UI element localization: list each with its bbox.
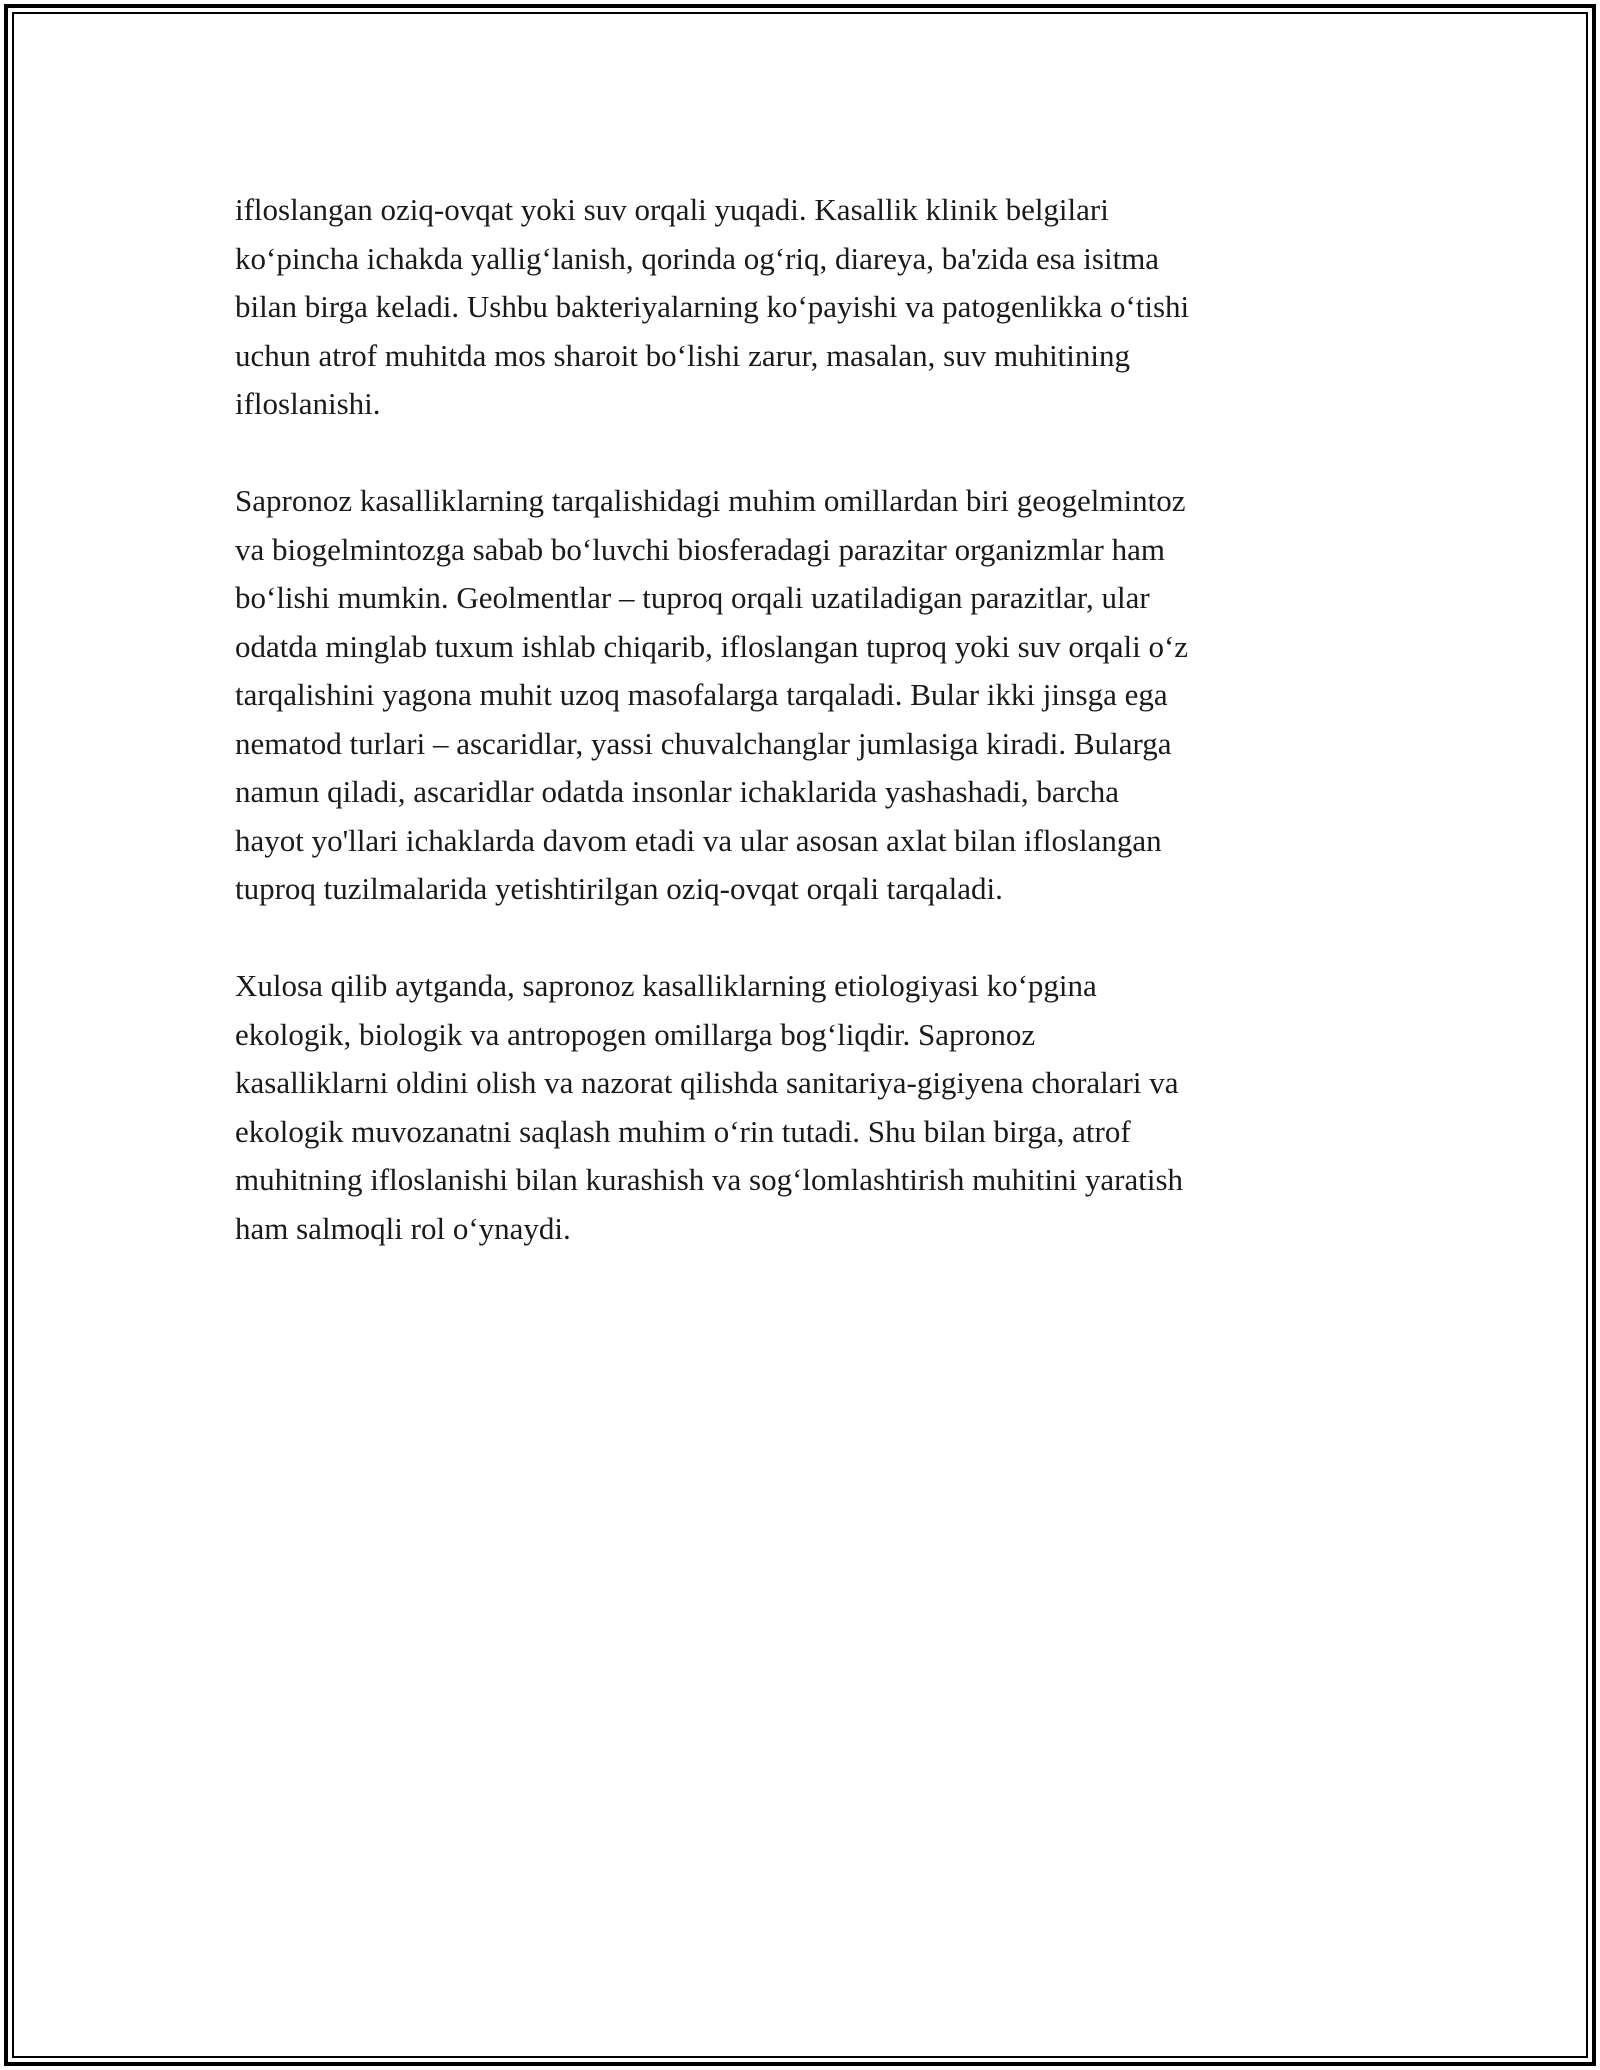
text-line: bilan birga keladi. Ushbu bakteriyalarning ko‘payishi va patogenlikka o‘tishi (235, 289, 1190, 324)
paragraph-3 (235, 962, 1375, 1253)
text-line: namun qiladi, ascaridlar odatda insonlar ichaklarida yashashadi, barcha (235, 774, 1120, 809)
paragraph-2 (235, 477, 1375, 914)
text-line: tarqalishini yagona muhit uzoq masofalarga tarqaladi. Bular ikki jinsga ega (235, 677, 1168, 712)
text-line: kasalliklarni oldini olish va nazorat qilishda sanitariya-gigiyena choralari va (235, 1065, 1179, 1100)
document-body (235, 186, 1375, 1302)
text-line: uchun atrof muhitda mos sharoit bo‘lishi zarur, masalan, suv muhitining (235, 337, 1131, 373)
text-line: bo‘lishi mumkin. Geolmentlar – tuproq orqali uzatiladigan parazitlar, ular (235, 580, 1150, 615)
paragraph-1 (235, 186, 1375, 429)
text-line: ekologik, biologik va antropogen omillarga bog‘liqdir. Sapronoz (235, 1016, 1036, 1052)
text-line: va biogelmintozga sabab bo‘luvchi biosferadagi parazitar organizmlar ham (235, 531, 1165, 567)
text-line: Sapronoz kasalliklarning tarqalishidagi muhim omillardan biri geogelmintoz (235, 483, 1186, 518)
text-line: ifloslangan oziq-ovqat yoki suv orqali yuqadi. Kasallik klinik belgilari (235, 192, 1109, 227)
text-line: ko‘pincha ichakda yallig‘lanish, qorinda og‘riq, diareya, ba'zida esa isitma (235, 240, 1160, 276)
text-line: ekologik muvozanatni saqlash muhim o‘rin tutadi. Shu bilan birga, atrof (235, 1113, 1131, 1149)
text-line: hayot yo'llari ichaklarda davom etadi va ular asosan axlat bilan ifloslangan (235, 822, 1162, 858)
text-line: tuproq tuzilmalarida yetishtirilgan oziq-ovqat orqali tarqaladi. (235, 871, 1003, 906)
text-line: muhitning ifloslanishi bilan kurashish va sog‘lomlashtirish muhitini yaratish (235, 1162, 1184, 1197)
text-line: ifloslanishi. (235, 386, 381, 421)
text-line: ham salmoqli rol o‘ynaydi. (235, 1210, 571, 1246)
text-line: nematod turlari – ascaridlar, yassi chuvalchanglar jumlasiga kiradi. Bularga (235, 725, 1172, 761)
text-line: Xulosa qilib aytganda, sapronoz kasalliklarning etiologiyasi ko‘pgina (235, 968, 1097, 1003)
text-line: odatda minglab tuxum ishlab chiqarib, ifloslangan tuproq yoki suv orqali o‘z (235, 628, 1189, 664)
